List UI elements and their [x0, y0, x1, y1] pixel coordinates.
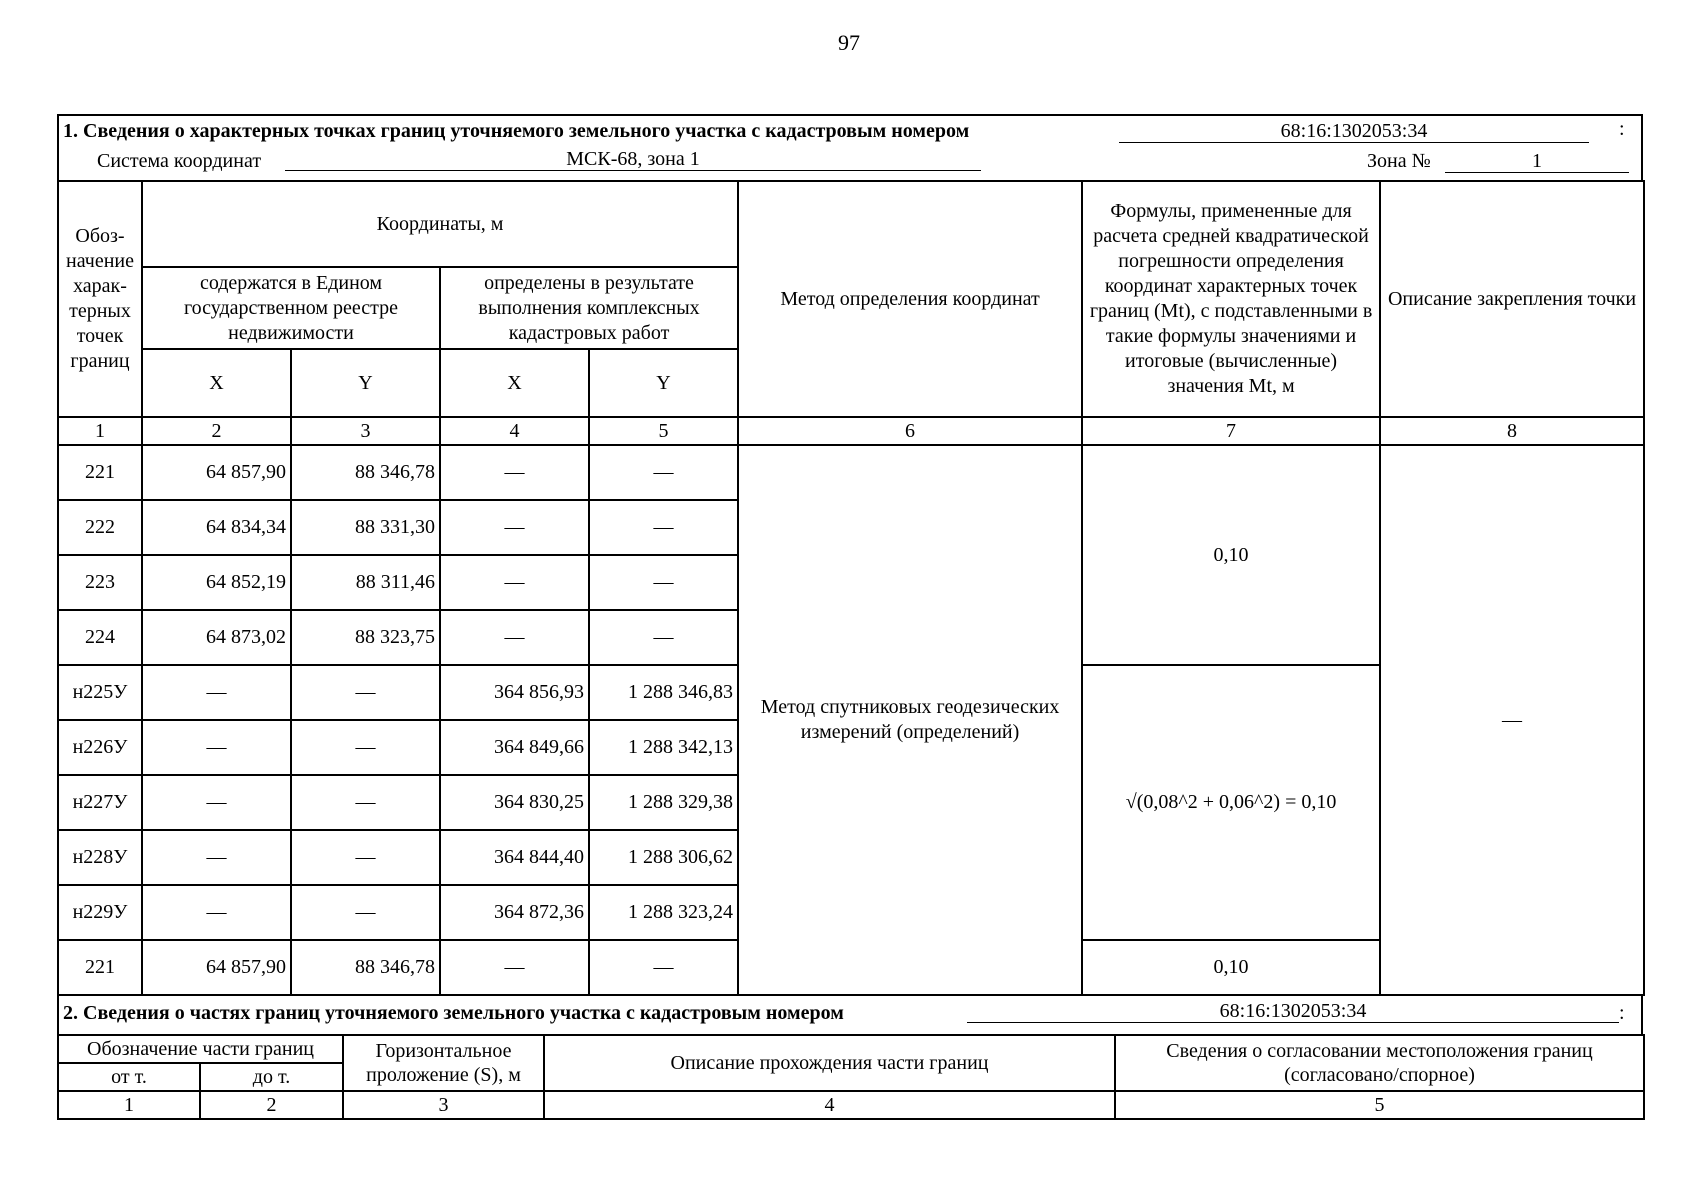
y-egrn: 88 311,46: [291, 555, 440, 610]
x-egrn: 64 857,90: [142, 940, 291, 995]
section2-header: [57, 996, 1643, 1034]
y-complex: 1 288 323,24: [589, 885, 738, 940]
coord-system-label: Система координат: [97, 150, 262, 172]
y-complex: —: [589, 555, 738, 610]
col-num-3: 3: [343, 1091, 544, 1119]
x-egrn: —: [142, 830, 291, 885]
point-id: н225У: [58, 665, 142, 720]
y-complex: —: [589, 445, 738, 500]
header-horizontal: Горизонтальное проложение (S), м: [343, 1035, 544, 1091]
y-complex: 1 288 346,83: [589, 665, 738, 720]
point-id: н229У: [58, 885, 142, 940]
y-egrn: 88 346,78: [291, 940, 440, 995]
method-value: Метод спутниковых геодезических измерений (определений): [738, 445, 1082, 995]
header-description: Описание прохождения части границ: [544, 1035, 1115, 1091]
x-complex: —: [440, 610, 589, 665]
x-egrn: 64 873,02: [142, 610, 291, 665]
y-complex: 1 288 329,38: [589, 775, 738, 830]
point-id: 222: [58, 500, 142, 555]
col-num-4: 4: [440, 417, 589, 445]
x-complex: —: [440, 500, 589, 555]
x-complex: 364 849,66: [440, 720, 589, 775]
header-y2: Y: [589, 349, 738, 417]
y-complex: —: [589, 610, 738, 665]
section2-cadastral-number: 68:16:1302053:34: [967, 1000, 1619, 1023]
header-designation: Обоз-начение харак-терных точек границ: [58, 181, 142, 417]
x-complex: 364 856,93: [440, 665, 589, 720]
y-complex: 1 288 306,62: [589, 830, 738, 885]
col-num-8: 8: [1380, 417, 1644, 445]
col-num-2: 2: [142, 417, 291, 445]
col-num-4: 4: [544, 1091, 1115, 1119]
header-from: от т.: [58, 1063, 200, 1091]
x-complex: 364 830,25: [440, 775, 589, 830]
header-to: до т.: [200, 1063, 343, 1091]
col-num-6: 6: [738, 417, 1082, 445]
header-coordinates: Координаты, м: [142, 181, 738, 267]
point-id: н227У: [58, 775, 142, 830]
col-num-3: 3: [291, 417, 440, 445]
section1-header: [57, 114, 1643, 180]
section2-colon: :: [1619, 1002, 1625, 1024]
header-fixing: Описание закрепления точки: [1380, 181, 1644, 417]
zone-label: Зона №: [1367, 150, 1431, 172]
boundary-parts-table: [57, 1034, 1645, 1120]
points-table: [57, 180, 1645, 996]
header-agreement: Сведения о согласовании местоположения границ (согласовано/спорное): [1115, 1035, 1644, 1091]
mt-group3: 0,10: [1082, 940, 1380, 995]
header-y1: Y: [291, 349, 440, 417]
section1-colon: :: [1619, 118, 1625, 140]
x-complex: —: [440, 445, 589, 500]
col-num-2: 2: [200, 1091, 343, 1119]
y-complex: —: [589, 940, 738, 995]
mt-group1: 0,10: [1082, 445, 1380, 665]
point-id: н228У: [58, 830, 142, 885]
column-numbers-row: [58, 1091, 1644, 1119]
x-egrn: 64 852,19: [142, 555, 291, 610]
header-complex-works: определены в результате выполнения комплексных кадастровых работ: [440, 267, 738, 349]
col-num-1: 1: [58, 1091, 200, 1119]
col-num-5: 5: [1115, 1091, 1644, 1119]
y-complex: 1 288 342,13: [589, 720, 738, 775]
y-egrn: 88 323,75: [291, 610, 440, 665]
point-id: 224: [58, 610, 142, 665]
coord-system-value: МСК-68, зона 1: [285, 148, 981, 171]
x-egrn: —: [142, 720, 291, 775]
header-egrn: содержатся в Едином государственном реестре недвижимости: [142, 267, 440, 349]
section1-cadastral-number: 68:16:1302053:34: [1119, 120, 1589, 143]
header-x1: X: [142, 349, 291, 417]
y-egrn: —: [291, 830, 440, 885]
mt-group2: √(0,08^2 + 0,06^2) = 0,10: [1082, 665, 1380, 940]
y-egrn: —: [291, 720, 440, 775]
header-x2: X: [440, 349, 589, 417]
x-complex: —: [440, 555, 589, 610]
y-complex: —: [589, 500, 738, 555]
point-id: н226У: [58, 720, 142, 775]
column-numbers-row: [58, 417, 1644, 445]
x-complex: —: [440, 940, 589, 995]
section2-title: 2. Сведения о частях границ уточняемого земельного участка с кадастровым номером: [63, 1002, 844, 1024]
y-egrn: 88 331,30: [291, 500, 440, 555]
y-egrn: —: [291, 665, 440, 720]
x-egrn: 64 857,90: [142, 445, 291, 500]
header-formulas: Формулы, примененные для расчета средней квадратической погрешности определения координат характерных точек границ (Mt), с подставленными в такие формулы значениями и итоговые (вычисленные) значения Mt, м: [1082, 181, 1380, 417]
page-number: 97: [838, 30, 860, 55]
header-method: Метод определения координат: [738, 181, 1082, 417]
x-egrn: —: [142, 665, 291, 720]
y-egrn: —: [291, 885, 440, 940]
point-id: 221: [58, 445, 142, 500]
x-egrn: —: [142, 885, 291, 940]
x-complex: 364 872,36: [440, 885, 589, 940]
y-egrn: 88 346,78: [291, 445, 440, 500]
zone-value: 1: [1445, 150, 1629, 173]
col-num-7: 7: [1082, 417, 1380, 445]
header-part-designation: Обозначение части границ: [58, 1035, 343, 1063]
col-num-5: 5: [589, 417, 738, 445]
point-id: 223: [58, 555, 142, 610]
document-body: [57, 114, 1643, 1120]
table-row: [58, 445, 1644, 500]
point-id: 221: [58, 940, 142, 995]
y-egrn: —: [291, 775, 440, 830]
x-egrn: 64 834,34: [142, 500, 291, 555]
section1-title: 1. Сведения о характерных точках границ уточняемого земельного участка с кадастровым номером: [63, 120, 970, 142]
x-egrn: —: [142, 775, 291, 830]
col-num-1: 1: [58, 417, 142, 445]
fixing-value: —: [1380, 445, 1644, 995]
x-complex: 364 844,40: [440, 830, 589, 885]
